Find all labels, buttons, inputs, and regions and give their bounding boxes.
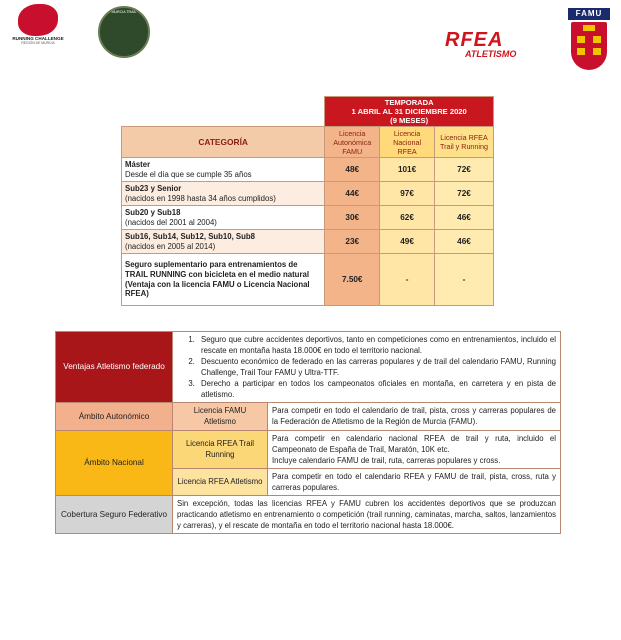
price-cell: 72€	[434, 182, 493, 206]
nacional-license-atletismo: Licencia RFEA Atletismo	[173, 468, 268, 495]
list-item: 1. Seguro que cubre accidentes deportivos, tanto en competiciones como en entrenamientos, incluido el rescate en montaña hasta 18.000€ en todo el territorio nacional.	[197, 334, 556, 356]
table-row	[122, 254, 494, 306]
table-row	[56, 430, 561, 468]
castle-icon	[593, 36, 601, 43]
price-cell: 49€	[380, 230, 435, 254]
license-header-trail: Licencia RFEA Trail y Running	[434, 127, 493, 158]
rfea-logo-sub: ATLETISMO	[465, 49, 517, 59]
price-cell: 30€	[325, 206, 380, 230]
ventajas-list-cell	[173, 332, 561, 403]
table-row	[122, 230, 494, 254]
rfea-logo	[445, 30, 530, 60]
license-benefits-table	[55, 331, 561, 534]
table-row	[122, 182, 494, 206]
cobertura-label: Cobertura Seguro Federativo	[56, 495, 173, 533]
famu-shield-logo	[568, 8, 610, 72]
category-cell: Seguro suplementario para entrenamientos de TRAIL RUNNING con bicicleta en el medio natural (Ventaja con la licencia FAMU o Licencia Nacional RFEA)	[122, 254, 325, 306]
price-cell: -	[434, 254, 493, 306]
table-row	[56, 332, 561, 403]
runner-figure-icon	[18, 4, 58, 36]
price-cell: 62€	[380, 206, 435, 230]
rfea-logo-main: RFEA	[445, 29, 504, 51]
nacional-text-trail: Para competir en calendario nacional RFEA de trail y ruta, incluido el Campeonato de España de Trail, Maratón, 10K etc. Incluye calendario FAMU de trail, ruta, carreras populares y cross.	[268, 430, 561, 468]
season-header: TEMPORADA 1 ABRIL AL 31 DICIEMBRE 2020 (9 MESES)	[325, 97, 494, 127]
category-cell: Sub23 y Senior (nacidos en 1998 hasta 34 años cumplidos)	[122, 182, 325, 206]
autonomico-label: Ámbito Autonómico	[56, 403, 173, 430]
famu-tour-logo	[98, 6, 150, 58]
list-item: 2. Descuento económico de federado en las carreras populares y de trail del calendario FAMU, Running Challenge, Trail Tour FAMU y Ultra-TTF.	[197, 356, 556, 378]
category-cell: Sub16, Sub14, Sub12, Sub10, Sub8 (nacidos en 2005 al 2014)	[122, 230, 325, 254]
price-cell: -	[380, 254, 435, 306]
category-cell: Máster Desde el día que se cumple 35 años	[122, 158, 325, 182]
running-challenge-logo-subtext: REGIÓN DE MURCIA	[21, 41, 55, 46]
table-row	[56, 495, 561, 533]
autonomico-license: Licencia FAMU Atletismo	[173, 403, 268, 430]
price-cell: 7.50€	[325, 254, 380, 306]
price-cell: 97€	[380, 182, 435, 206]
price-cell: 44€	[325, 182, 380, 206]
shield-icon	[571, 22, 607, 70]
autonomico-text: Para competir en todo el calendario de trail, pista, cross y carreras populares de la Federación de Atletismo de la Región de Murcia (FAMU).	[268, 403, 561, 430]
ventajas-label: Ventajas Atletismo federado	[56, 332, 173, 403]
nacional-license-trail: Licencia RFEA Trail Running	[173, 430, 268, 468]
famu-shield-band: FAMU	[568, 8, 610, 20]
table-row	[122, 206, 494, 230]
cobertura-text: Sin excepción, todas las licencias RFEA y FAMU cubren los accidentes deportivos que se produzcan practicando atletismo en entrenamiento o competición (trail running, caminatas, marcha, saltos, lanzamientos y carreras), y el rescate de montaña en todo el territorio nacional hasta 18.000€.	[173, 495, 561, 533]
license-header-famu: Licencia Autonómica FAMU	[325, 127, 380, 158]
license-price-table	[121, 96, 494, 306]
price-cell: 72€	[434, 158, 493, 182]
license-header-rfea: Licencia Nacional RFEA	[380, 127, 435, 158]
nacional-label: Ámbito Nacional	[56, 430, 173, 495]
nacional-text-atletismo: Para competir en todo el calendario RFEA y FAMU de trail, pista, cross, ruta y carreras populares.	[268, 468, 561, 495]
table-row	[56, 403, 561, 430]
running-challenge-logo	[6, 4, 70, 56]
price-cell: 46€	[434, 206, 493, 230]
price-cell: 48€	[325, 158, 380, 182]
crown-icon	[583, 25, 595, 31]
price-cell: 101€	[380, 158, 435, 182]
category-cell: Sub20 y Sub18 (nacidos del 2001 al 2004)	[122, 206, 325, 230]
category-header: CATEGORÍA	[122, 127, 325, 158]
price-cell: 23€	[325, 230, 380, 254]
table-row	[122, 158, 494, 182]
castle-icon	[577, 48, 585, 55]
running-challenge-logo-text: RUNNING CHALLENGE	[12, 36, 64, 41]
list-item: 3. Derecho a participar en todos los campeonatos oficiales en montaña, en carretera y en pista de atletismo.	[197, 378, 556, 400]
castle-icon	[593, 48, 601, 55]
famu-tour-logo-sub: MURCIA TRAIL	[111, 10, 137, 14]
price-cell: 46€	[434, 230, 493, 254]
ventajas-list	[177, 334, 556, 400]
castle-icon	[577, 36, 585, 43]
